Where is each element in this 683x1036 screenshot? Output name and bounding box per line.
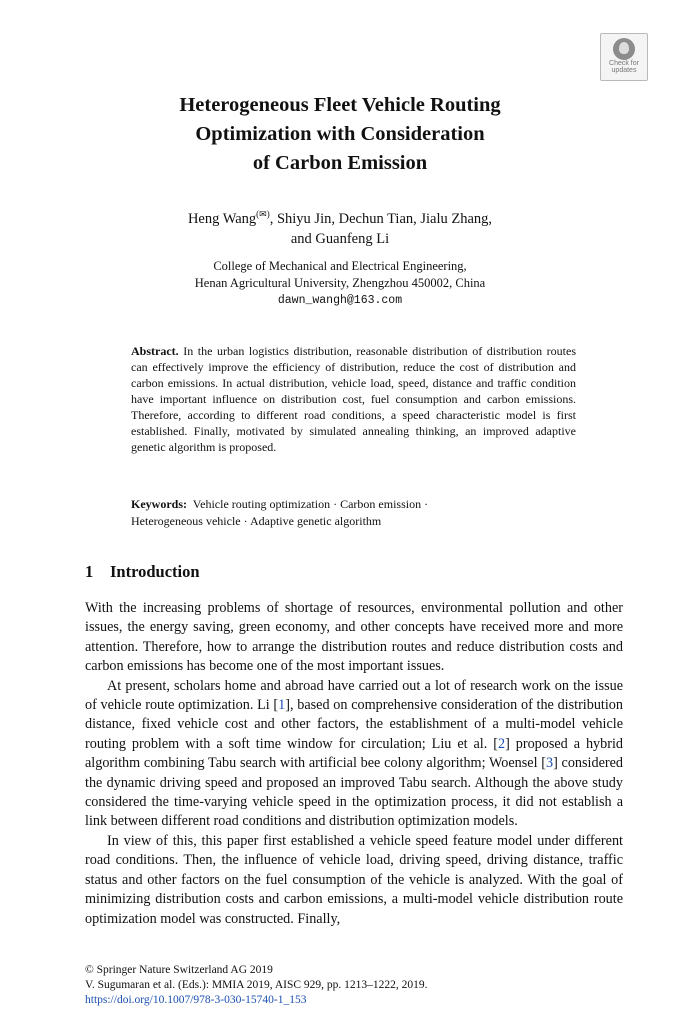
paragraph-1: With the increasing problems of shortage of resources, environmental pollution and other issues, the energy saving, green economy, and other concepts have received more and more attention. Therefore, how to arrange the distribution routes and reduce distribution costs and carbon emissions has become one of the most important issues. bbox=[85, 600, 623, 675]
keywords-label: Keywords: bbox=[131, 497, 187, 511]
affiliation-line1: College of Mechanical and Electrical Engineering, bbox=[213, 259, 467, 273]
abstract-label: Abstract. bbox=[131, 344, 179, 358]
footer bbox=[85, 963, 428, 1008]
author-first: Heng Wang bbox=[187, 210, 257, 227]
citation-info: V. Sugumaran et al. (Eds.): MMIA 2019, AISC 929, pp. 1213–1222, 2019. bbox=[85, 979, 428, 991]
abstract bbox=[131, 343, 576, 455]
paragraph-2-part-a: At present, scholars home and abroad have carried out a lot of research work on the issue of vehicle route optimization. Li [ bbox=[85, 677, 623, 714]
keywords-line2: Heterogeneous vehicle · Adaptive genetic algorithm bbox=[131, 513, 382, 528]
affiliation bbox=[80, 258, 600, 309]
authors-rest: , Shiyu Jin, Dechun Tian, Jialu Zhang, bbox=[269, 210, 493, 227]
section-number: 1 bbox=[85, 562, 94, 581]
authors bbox=[80, 204, 600, 249]
copyright: © Springer Nature Switzerland AG 2019 bbox=[85, 964, 273, 976]
citation-link-3[interactable]: 3 bbox=[545, 755, 554, 772]
section-heading bbox=[85, 562, 200, 582]
authors-line2: and Guanfeng Li bbox=[290, 230, 390, 247]
author-email[interactable]: dawn_wangh@163.com bbox=[277, 294, 403, 307]
body-text bbox=[85, 599, 623, 929]
paragraph-2-part-c: ] proposed a hybrid algorithm combining Tabu search with artificial bee colony algorithm; Woensel [ bbox=[85, 735, 623, 772]
badge-line1: Check for bbox=[609, 60, 639, 67]
badge-line2: updates bbox=[611, 67, 637, 74]
corresponding-mark: (✉) bbox=[256, 209, 270, 219]
paragraph-3: In view of this, this paper first established a vehicle speed feature model under different road conditions. Then, the influence of vehicle load, driving speed, driving distance, traffic status and other factors on the fuel consumption of the vehicle is analyzed. With the goal of minimizing distribution costs and carbon emissions, a multi-model vehicle distribution route optimization model was constructed. Finally, bbox=[85, 832, 623, 927]
title-line-1: Heterogeneous Fleet Vehicle Routing bbox=[179, 94, 501, 116]
check-updates-icon bbox=[613, 38, 635, 60]
paragraph-2-part-b: ], based on comprehensive consideration of the distribution distance, fixed vehicle cost and other factors, the establishment of a multi-model vehicle routing problem with a soft time window for circulation; Liu et al. [ bbox=[85, 697, 623, 752]
paragraph-2-part-d: ] considered the dynamic driving speed and proposed an improved Tabu search. Although the above study considered the time-varying vehicle speed in the optimization process, it did not establish a link between different road conditions and distribution optimization models. bbox=[85, 755, 623, 830]
affiliation-line2: Henan Agricultural University, Zhengzhou 450002, China bbox=[194, 276, 486, 290]
keywords-line1: Vehicle routing optimization · Carbon emission · bbox=[192, 497, 429, 511]
title-line-2: Optimization with Consideration bbox=[195, 123, 485, 145]
paragraph-2 bbox=[85, 677, 623, 832]
abstract-text: In the urban logistics distribution, reasonable distribution of distribution routes can effectively improve the efficiency of distribution, reduce the cost of distribution and carbon emissions. In actual distribution, vehicle load, speed, distance and traffic condition have important influence on distribution cost, fuel consumption and carbon emissions. Therefore, according to different road conditions, a speed characteristic model is first established. Finally, motivated by simulated annealing thinking, an improved adaptive genetic algorithm is proposed. bbox=[131, 344, 576, 454]
doi-link[interactable]: https://doi.org/10.1007/978-3-030-15740-1_153 bbox=[85, 994, 307, 1006]
citation-link-2[interactable]: 2 bbox=[497, 735, 506, 752]
check-for-updates-badge[interactable] bbox=[600, 33, 648, 81]
title-line-3: of Carbon Emission bbox=[252, 152, 428, 174]
paper-title bbox=[80, 91, 600, 178]
citation-link-1[interactable]: 1 bbox=[278, 697, 286, 714]
keywords bbox=[131, 496, 576, 529]
section-title: Introduction bbox=[110, 562, 200, 581]
